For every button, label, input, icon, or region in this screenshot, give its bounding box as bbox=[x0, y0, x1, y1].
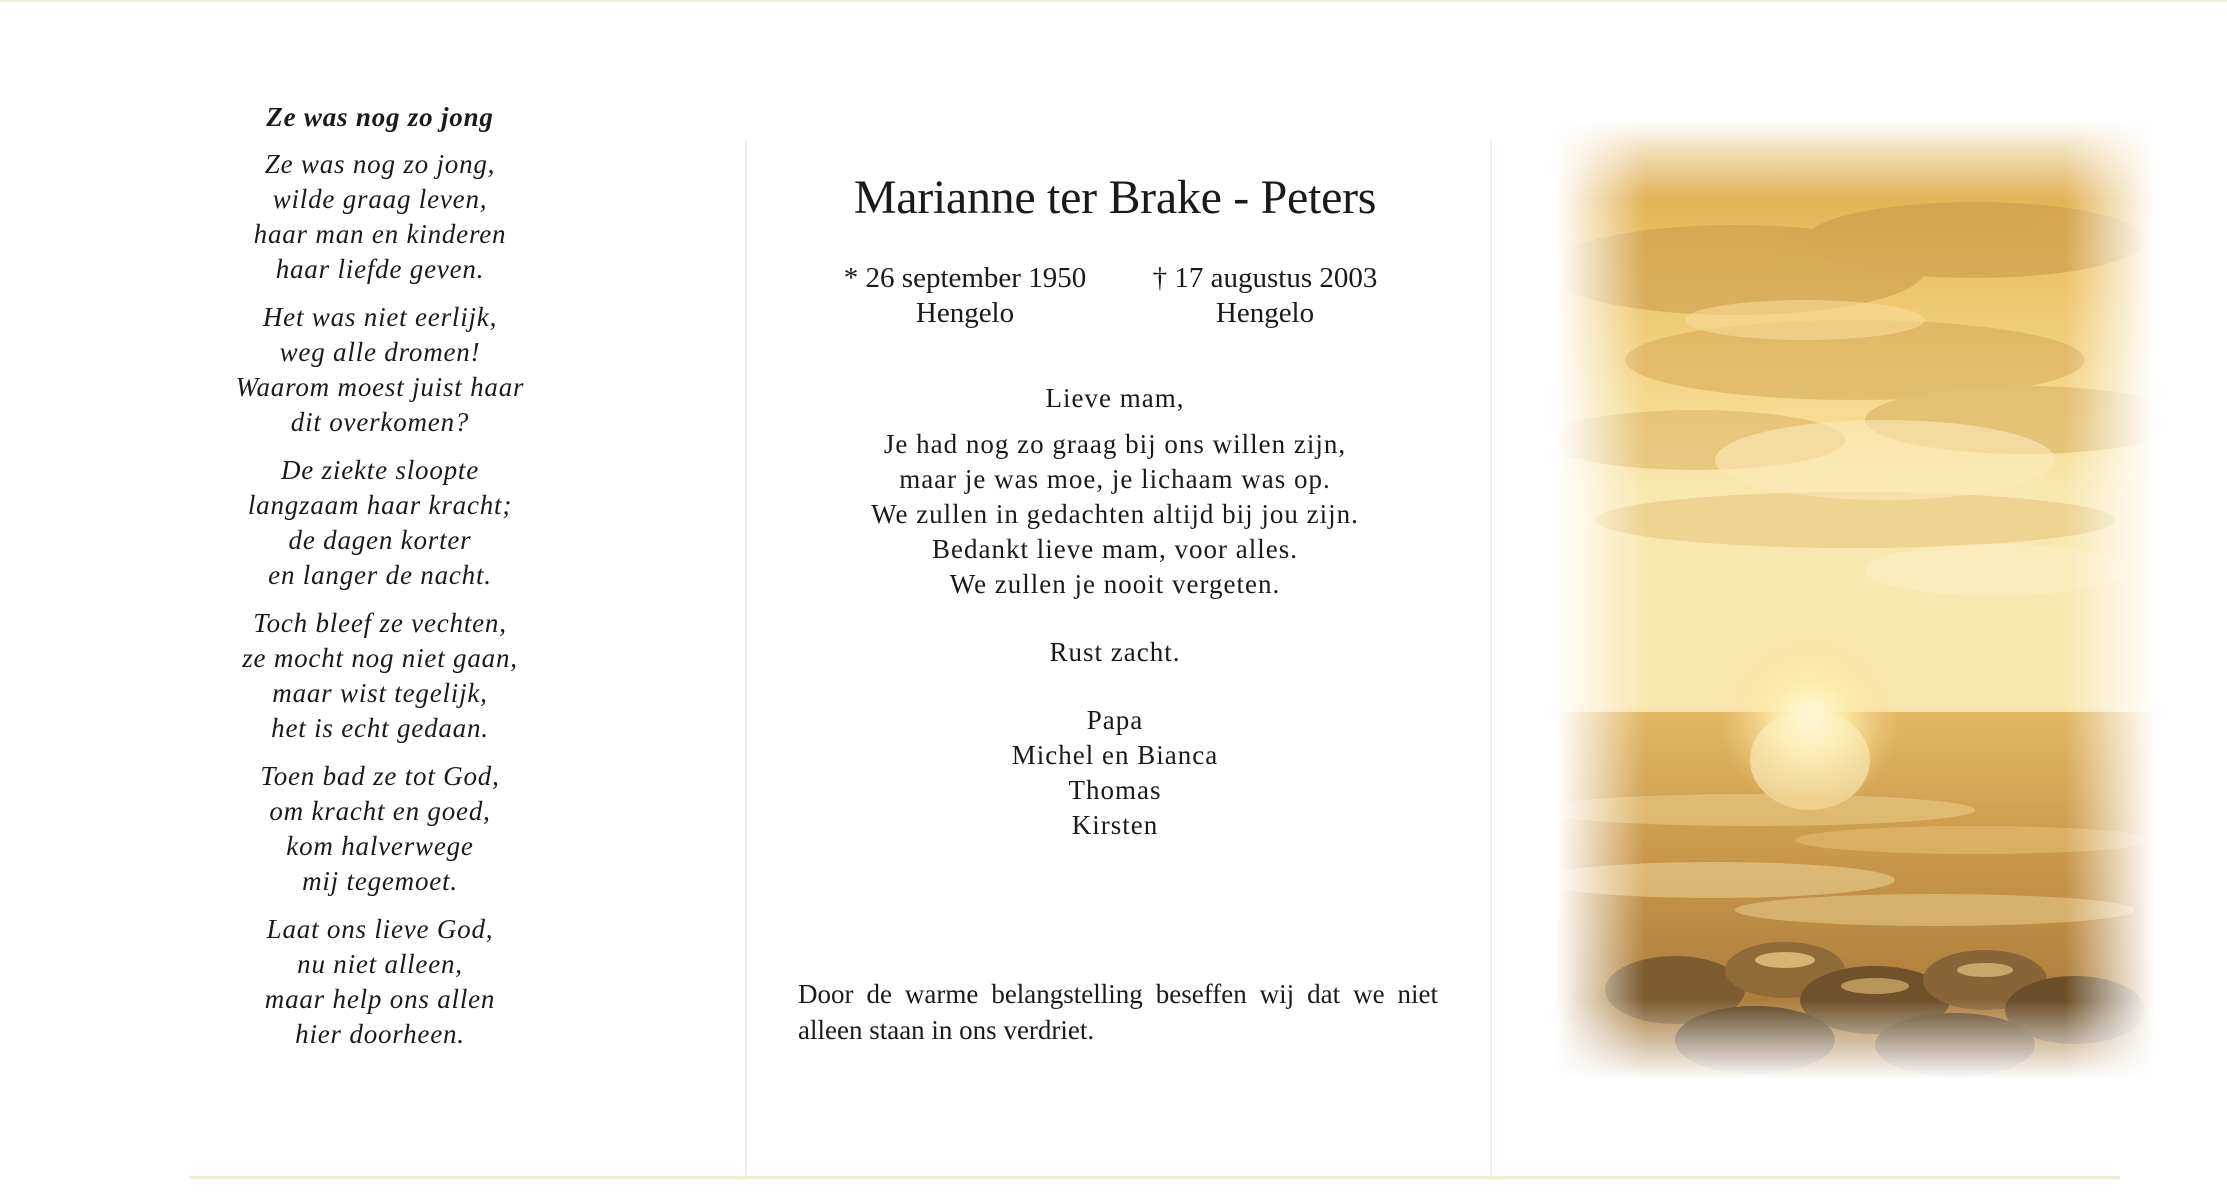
poem bbox=[180, 100, 580, 1065]
poem-line: De ziekte sloopte bbox=[280, 455, 480, 485]
poem-line: om kracht en goed, bbox=[269, 796, 491, 826]
dates bbox=[830, 261, 1400, 331]
poem-line: het is echt gedaan. bbox=[271, 713, 489, 743]
death-date: † 17 augustus 2003 bbox=[1152, 262, 1378, 294]
message-line: Je had nog zo graag bij ons willen zijn, bbox=[883, 429, 1347, 459]
poem-line: Ze was nog zo jong, bbox=[264, 149, 496, 179]
poem-line: en langer de nacht. bbox=[268, 560, 492, 590]
poem-line: Laat ons lieve God, bbox=[266, 914, 494, 944]
poem-line: weg alle dromen! bbox=[279, 337, 481, 367]
message-line: maar je was moe, je lichaam was op. bbox=[899, 464, 1331, 494]
poem-line: kom halverwege bbox=[286, 831, 474, 861]
poem-stanza bbox=[180, 147, 580, 287]
thanks-text: Door de warme belangstelling beseffen wij dat we niet alleen staan in ons verdriet. bbox=[798, 979, 1438, 1045]
left-fold bbox=[745, 140, 747, 1180]
poem-line: dit overkomen? bbox=[290, 407, 470, 437]
poem-stanza bbox=[180, 606, 580, 746]
poem-line: haar liefde geven. bbox=[275, 254, 485, 284]
bottom-edge bbox=[190, 1176, 2120, 1179]
poem-line: haar man en kinderen bbox=[253, 219, 507, 249]
fade-left bbox=[1555, 120, 1645, 1080]
poem-line: mij tegemoet. bbox=[302, 866, 458, 896]
message-line: We zullen in gedachten altijd bij jou zijn. bbox=[871, 499, 1359, 529]
top-edge bbox=[0, 0, 2227, 2]
poem-line: Waarom moest juist haar bbox=[235, 372, 525, 402]
fade-bottom bbox=[1555, 1000, 2155, 1080]
message-line: We zullen je nooit vergeten. bbox=[949, 569, 1281, 599]
death-place: Hengelo bbox=[1215, 297, 1315, 329]
poem-line: Het was niet eerlijk, bbox=[262, 302, 498, 332]
memorial-text bbox=[770, 170, 1460, 843]
signer: Michel en Bianca bbox=[1011, 740, 1219, 770]
right-fold bbox=[1490, 140, 1492, 1180]
poem-stanza bbox=[180, 759, 580, 899]
signer: Papa bbox=[1086, 705, 1144, 735]
poem-line: Toen bad ze tot God, bbox=[260, 761, 500, 791]
poem-stanza bbox=[180, 912, 580, 1052]
deceased-name: Marianne ter Brake - Peters bbox=[853, 171, 1377, 224]
fade-top bbox=[1555, 120, 2155, 200]
sunset-photo bbox=[1555, 120, 2155, 1080]
poem-line: langzaam haar kracht; bbox=[247, 490, 513, 520]
message-lines bbox=[770, 427, 1460, 602]
poem-line: ze mocht nog niet gaan, bbox=[242, 643, 518, 673]
signer: Kirsten bbox=[1071, 810, 1159, 840]
sunset-illustration bbox=[1555, 120, 2155, 1080]
poem-stanza bbox=[180, 300, 580, 440]
birth-block bbox=[830, 261, 1100, 331]
message-line: Bedankt lieve mam, voor alles. bbox=[932, 534, 1298, 564]
poem-title: Ze was nog zo jong bbox=[266, 102, 494, 132]
fade-right bbox=[2065, 120, 2155, 1080]
poem-line: maar wist tegelijk, bbox=[272, 678, 488, 708]
greeting: Lieve mam, bbox=[1045, 383, 1185, 413]
birth-date: * 26 september 1950 bbox=[843, 262, 1087, 294]
closing: Rust zacht. bbox=[1049, 637, 1181, 667]
poem-line: maar help ons allen bbox=[264, 984, 496, 1014]
poem-stanzas bbox=[180, 147, 580, 1052]
poem-stanza bbox=[180, 453, 580, 593]
signer: Thomas bbox=[1068, 775, 1162, 805]
poem-line: Toch bleef ze vechten, bbox=[253, 608, 507, 638]
signers bbox=[770, 703, 1460, 843]
death-block bbox=[1130, 261, 1400, 331]
message bbox=[770, 381, 1460, 843]
poem-line: nu niet alleen, bbox=[297, 949, 463, 979]
poem-line: wilde graag leven, bbox=[272, 184, 488, 214]
poem-line: hier doorheen. bbox=[295, 1019, 465, 1049]
poem-line: de dagen korter bbox=[288, 525, 472, 555]
birth-place: Hengelo bbox=[915, 297, 1015, 329]
